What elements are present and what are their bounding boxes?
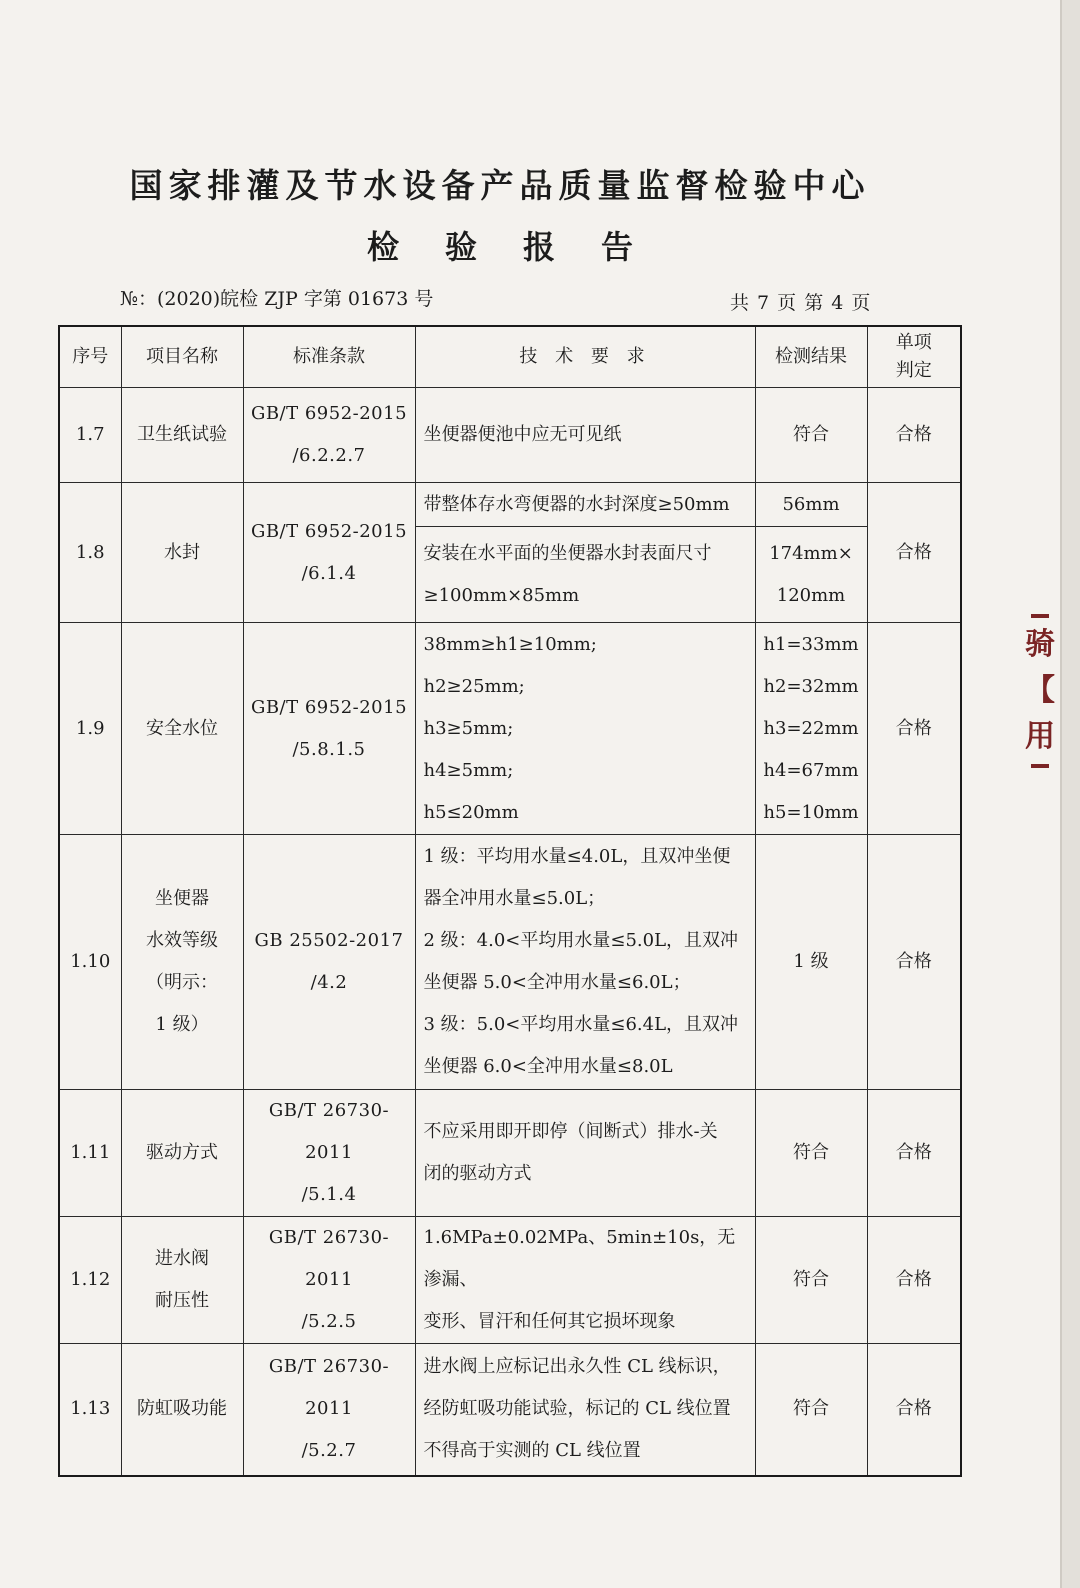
row-number: 1.11 bbox=[59, 1090, 121, 1217]
inspection-table-wrap bbox=[58, 325, 960, 1477]
cell-line: 2 级：4.0<平均用水量≤5.0L，且双冲 bbox=[423, 930, 739, 951]
cell-line: /6.2.2.7 bbox=[292, 445, 366, 466]
verdict: 合格 bbox=[867, 388, 961, 483]
verdict: 合格 bbox=[867, 483, 961, 623]
row-number: 1.10 bbox=[59, 835, 121, 1090]
item-name: 驱动方式 bbox=[121, 1090, 243, 1217]
cell-line: 带整体存水弯便器的水封深度≥50mm bbox=[423, 493, 730, 515]
verdict: 合格 bbox=[867, 623, 961, 835]
cell-line: 经防虹吸功能试验，标记的 CL 线位置 bbox=[423, 1398, 731, 1420]
cell-line: GB/T 6952-2015 bbox=[250, 696, 408, 718]
cell-line: 器全冲用水量≤5.0L； bbox=[423, 888, 606, 909]
cell-line: /4.2 bbox=[310, 972, 348, 993]
cell-line: 耐压性 bbox=[155, 1290, 209, 1311]
cell-line: h2≥25mm; bbox=[423, 675, 525, 697]
item-name: 防虹吸功能 bbox=[121, 1344, 243, 1476]
cell-line: GB/T 26730-2011 bbox=[268, 1100, 390, 1163]
cell-line: 不得高于实测的 CL 线位置 bbox=[423, 1440, 641, 1462]
report-subtitle: 检验报告 bbox=[366, 228, 679, 266]
table-header-row bbox=[59, 326, 961, 388]
standard-clause bbox=[243, 1344, 415, 1476]
table-row bbox=[59, 835, 961, 1090]
standard-clause bbox=[243, 835, 415, 1090]
technical-requirement bbox=[415, 1217, 755, 1344]
cell-line: /5.1.4 bbox=[301, 1184, 357, 1205]
cell-line: 进水阀 bbox=[155, 1248, 209, 1269]
cell-line: 56mm bbox=[782, 493, 840, 515]
cell-line: 变形、冒汗和任何其它损坏现象 bbox=[423, 1311, 676, 1332]
inspection-table bbox=[58, 325, 962, 1477]
col-header-item: 项目名称 bbox=[121, 326, 243, 388]
row-number: 1.7 bbox=[59, 388, 121, 483]
row-number: 1.12 bbox=[59, 1217, 121, 1344]
stamp-char: 骑 bbox=[1025, 627, 1055, 662]
standard-clause bbox=[243, 1090, 415, 1217]
verdict: 合格 bbox=[867, 1090, 961, 1217]
standard-clause bbox=[243, 1217, 415, 1344]
row-number: 1.13 bbox=[59, 1344, 121, 1476]
col-header-result: 检测结果 bbox=[755, 326, 867, 388]
test-result bbox=[755, 483, 867, 527]
cell-line: ≥100mm×85mm bbox=[423, 584, 580, 606]
cell-line: 符合 bbox=[793, 1142, 829, 1163]
cell-line: /5.2.5 bbox=[301, 1311, 357, 1332]
page-info: 共 7 页 第 4 页 bbox=[730, 292, 872, 314]
item-name bbox=[121, 835, 243, 1090]
cell-line: 120mm bbox=[776, 584, 846, 606]
report-number: №：(2020)皖检 ZJP 字第 01673 号 bbox=[120, 288, 434, 310]
technical-requirement bbox=[415, 388, 755, 483]
standard-clause bbox=[243, 483, 415, 623]
cell-line: 1.6MPa±0.02MPa、5min±10s，无渗漏、 bbox=[423, 1227, 736, 1290]
technical-requirement bbox=[415, 623, 755, 835]
stamp-char: 用 bbox=[1025, 719, 1055, 754]
report-title: 国家排灌及节水设备产品质量监督检验中心 bbox=[129, 166, 871, 205]
col-header-no: 序号 bbox=[59, 326, 121, 388]
table-row bbox=[59, 388, 961, 483]
cell-line: GB/T 6952-2015 bbox=[250, 403, 408, 424]
item-name: 安全水位 bbox=[121, 623, 243, 835]
technical-requirement bbox=[415, 1344, 755, 1476]
cell-line: 1 级：平均用水量≤4.0L，且双冲坐便 bbox=[423, 846, 731, 867]
cell-line: h5≤20mm bbox=[423, 801, 519, 823]
cell-line: 1 级） bbox=[155, 1014, 209, 1035]
cell-line: h4≥5mm; bbox=[423, 759, 514, 781]
test-result bbox=[755, 1217, 867, 1344]
technical-requirement bbox=[415, 483, 755, 527]
standard-clause bbox=[243, 623, 415, 835]
cell-line: 符合 bbox=[793, 1269, 829, 1290]
item-name bbox=[121, 1217, 243, 1344]
cell-line: 安装在水平面的坐便器水封表面尺寸 bbox=[423, 542, 712, 564]
table-row bbox=[59, 1344, 961, 1476]
cell-line: 闭的驱动方式 bbox=[423, 1163, 532, 1184]
verdict: 合格 bbox=[867, 1344, 961, 1476]
stamp-bracket: 【 bbox=[1025, 673, 1055, 708]
table-row bbox=[59, 623, 961, 835]
cell-line: GB 25502-2017 bbox=[254, 930, 404, 951]
cell-line: 坐便器 bbox=[155, 888, 209, 909]
cell-line: h5=10mm bbox=[763, 801, 859, 823]
standard-clause bbox=[243, 388, 415, 483]
technical-requirement bbox=[415, 1090, 755, 1217]
cell-line: 坐便器 6.0<全冲用水量≤8.0L bbox=[423, 1056, 673, 1077]
cell-line: h3=22mm bbox=[763, 717, 859, 739]
table-row bbox=[59, 483, 961, 527]
col-header-verdict: 单项判定 bbox=[867, 326, 961, 388]
stamp-bar bbox=[1031, 614, 1049, 618]
cell-line: 1 级 bbox=[793, 951, 829, 972]
test-result bbox=[755, 1090, 867, 1217]
test-result bbox=[755, 835, 867, 1090]
cell-line: 38mm≥h1≥10mm; bbox=[423, 633, 597, 655]
cell-line: GB/T 6952-2015 bbox=[250, 520, 408, 542]
cell-line: 符合 bbox=[793, 424, 829, 445]
cell-line: 符合 bbox=[793, 1398, 829, 1420]
cell-line: 坐便器 5.0<全冲用水量≤6.0L； bbox=[423, 972, 691, 993]
cell-line: GB/T 26730-2011 bbox=[268, 1227, 390, 1290]
cell-line: GB/T 26730-2011 bbox=[268, 1356, 390, 1420]
seam-stamp bbox=[1022, 610, 1058, 830]
item-name: 水封 bbox=[121, 483, 243, 623]
table-row bbox=[59, 1217, 961, 1344]
verdict: 合格 bbox=[867, 835, 961, 1090]
row-number: 1.8 bbox=[59, 483, 121, 623]
test-result bbox=[755, 388, 867, 483]
cell-line: /5.8.1.5 bbox=[292, 738, 366, 760]
cell-line: 3 级：5.0<平均用水量≤6.4L，且双冲 bbox=[423, 1014, 739, 1035]
cell-line: 174mm× bbox=[769, 542, 853, 564]
cell-line: h4=67mm bbox=[763, 759, 859, 781]
col-header-requirement: 技 术 要 求 bbox=[415, 326, 755, 388]
cell-line: /5.2.7 bbox=[301, 1440, 357, 1462]
cell-line: 进水阀上应标记出永久性 CL 线标识， bbox=[423, 1356, 731, 1378]
next-page-edge bbox=[1062, 0, 1080, 1588]
test-result bbox=[755, 1344, 867, 1476]
technical-requirement bbox=[415, 835, 755, 1090]
row-number: 1.9 bbox=[59, 623, 121, 835]
cell-line: 不应采用即开即停（间断式）排水-关 bbox=[423, 1121, 718, 1142]
test-result bbox=[755, 623, 867, 835]
cell-line: 水效等级 bbox=[146, 930, 218, 951]
col-header-standard: 标准条款 bbox=[243, 326, 415, 388]
cell-line: （明示： bbox=[146, 972, 218, 993]
stamp-bar bbox=[1031, 764, 1049, 768]
technical-requirement bbox=[415, 527, 755, 623]
cell-line: h3≥5mm; bbox=[423, 717, 514, 739]
test-result bbox=[755, 527, 867, 623]
table-row bbox=[59, 1090, 961, 1217]
cell-line: 坐便器便池中应无可见纸 bbox=[423, 424, 622, 445]
cell-line: h2=32mm bbox=[763, 675, 859, 697]
item-name: 卫生纸试验 bbox=[121, 388, 243, 483]
cell-line: h1=33mm bbox=[763, 633, 859, 655]
cell-line: /6.1.4 bbox=[301, 562, 357, 584]
verdict: 合格 bbox=[867, 1217, 961, 1344]
